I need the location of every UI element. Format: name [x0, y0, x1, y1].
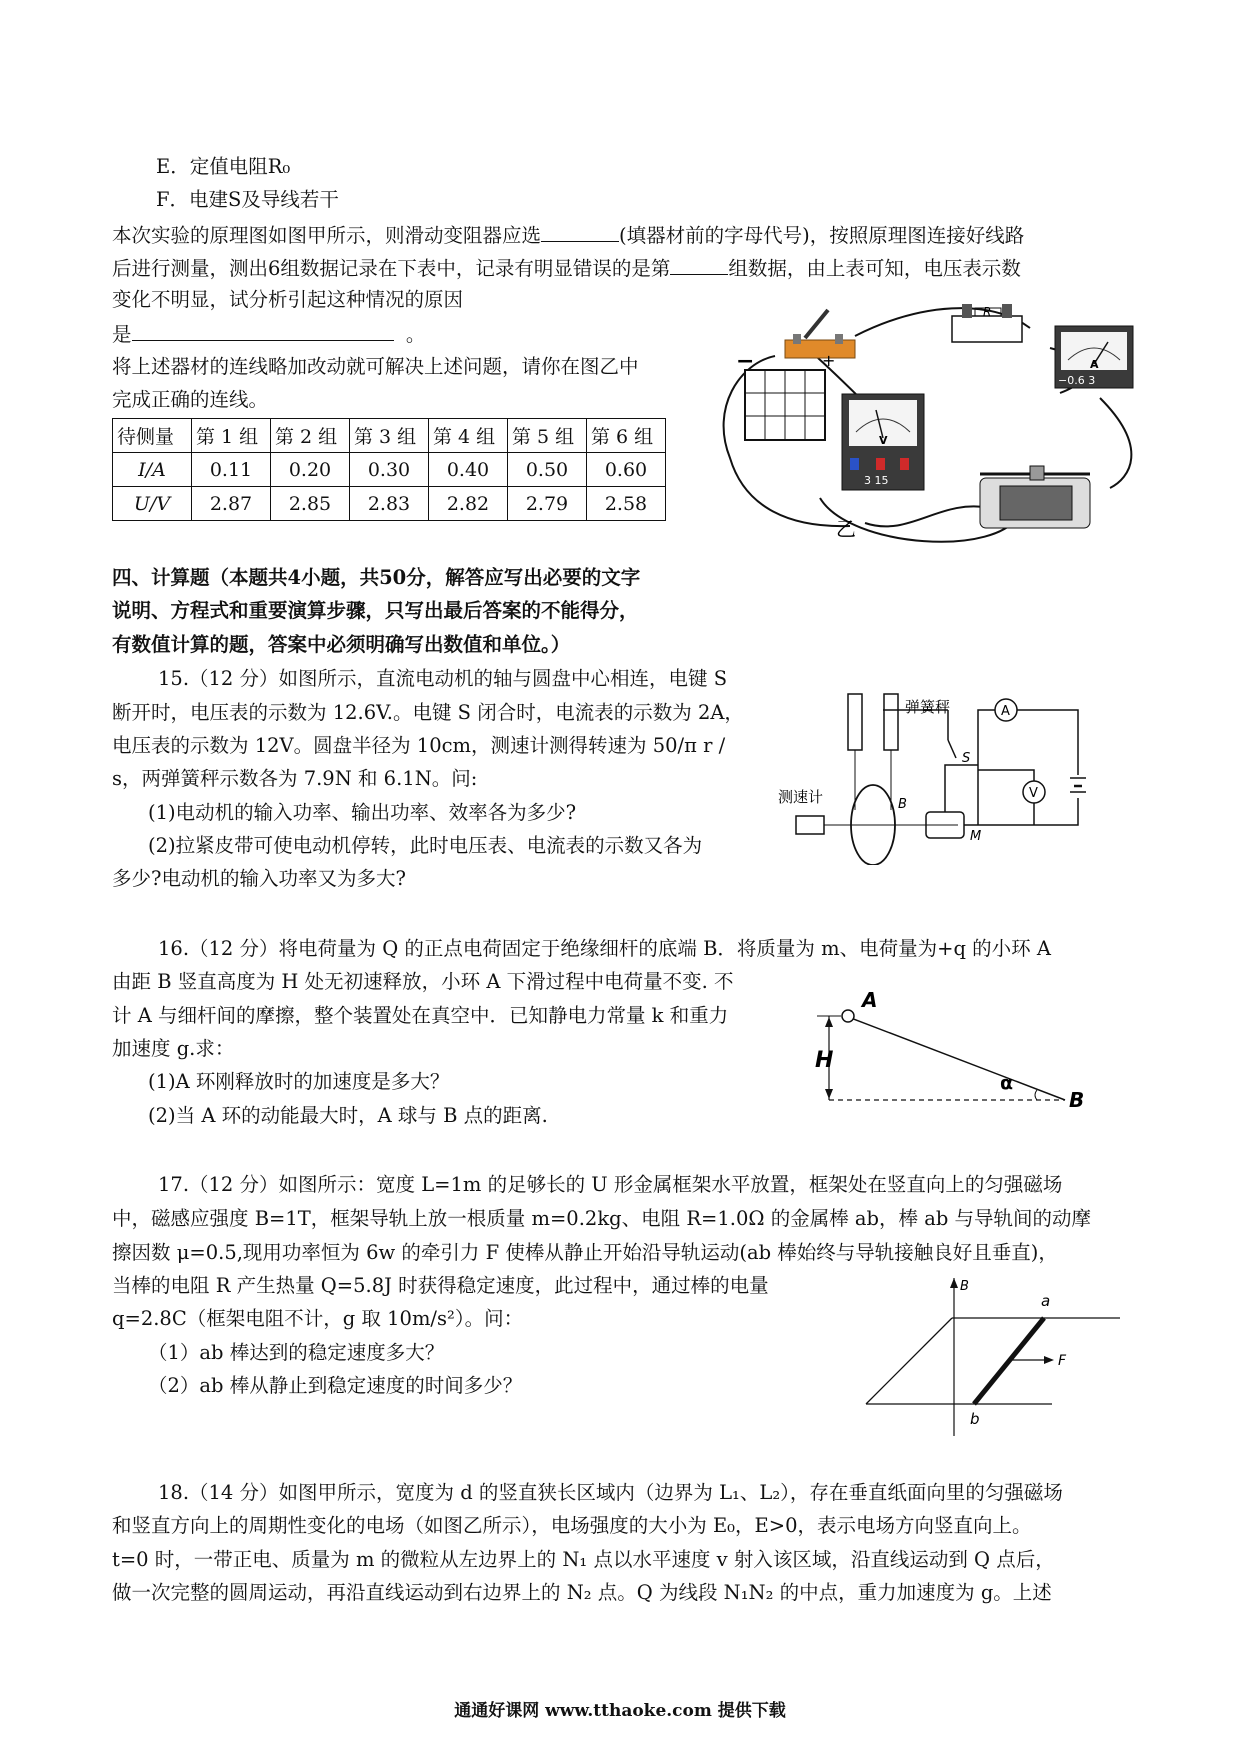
point-b-label: B [1069, 1088, 1085, 1110]
motor-circuit-figure [778, 690, 1118, 865]
q15-line: 15.（12 分）如图所示，直流电动机的轴与圆盘中心相连，电键 S [158, 667, 728, 690]
table-cell: 0.60 [587, 453, 666, 487]
resistor-box [952, 316, 1022, 342]
q17-line: （2）ab 棒从静止到稳定速度的时间多少？ [148, 1374, 523, 1397]
table-cell: 2.83 [350, 487, 429, 521]
q15-line: (1)电动机的输入功率、输出功率、效率各为多少? [148, 801, 577, 824]
switch-knife [805, 310, 828, 338]
angle-arc [1035, 1090, 1037, 1100]
circuit-wire [978, 710, 1078, 775]
switch-post [835, 334, 843, 344]
apparatus-figure [700, 298, 1140, 606]
height-arrow-up [825, 1017, 833, 1027]
table-row [113, 487, 666, 521]
table-cell: 0.11 [192, 453, 271, 487]
data-table [112, 418, 666, 521]
field-label: B [960, 1279, 969, 1294]
table-cell: 0.30 [350, 453, 429, 487]
switch-s [948, 740, 956, 758]
q16-line: 计 A 与细杆间的摩擦，整个装置处在真空中．已知静电力常量 k 和重力 [112, 1004, 729, 1027]
experiment-line-1: 本次实验的原理图如图甲所示，则滑动变阻器应选 (填器材前的字母代号)，按照原理图连接好线路 [112, 221, 1024, 249]
table-header-cell: 待侧量 [113, 419, 192, 453]
rod-a-label: a [1041, 1292, 1051, 1310]
experiment-line-3: 变化不明显，试分析引起这种情况的原因 [112, 288, 464, 311]
height-label: H [815, 1048, 834, 1073]
table-header-cell: 第 2 组 [271, 419, 350, 453]
q15-line: 多少?电动机的输入功率又为多大? [112, 867, 406, 890]
table-header-cell: 第 5 组 [508, 419, 587, 453]
page-footer: 通通好课网 www.tthaoke.com 提供下载 [454, 1701, 786, 1721]
resistor-label: R [983, 305, 992, 319]
terminal-blue [850, 458, 859, 470]
q18-line: 做一次完整的圆周运动，再沿直线运动到右边界上的 N₂ 点。Q 为线段 N₁N₂ 的中点，重力加速度为 g。上述 [112, 1581, 1052, 1604]
figure-caption: 乙 [836, 517, 856, 541]
ammeter-terminals: −0.6 3 [1058, 374, 1096, 387]
q18-line: 18.（14 分）如图甲所示，宽度为 d 的竖直狭长区域内（边界为 L₁、L₂），存在垂直纸面向里的匀强磁场 [158, 1481, 1063, 1504]
disk-label: B [898, 797, 907, 812]
terminal-red [876, 458, 885, 470]
wire [1100, 398, 1131, 488]
table-cell: 2.85 [271, 487, 350, 521]
resistor-post [1002, 304, 1012, 318]
q17-line: 擦因数 μ=0.5,现用功率恒为 6w 的牵引力 F 使棒从静止开始沿导轨运动(ab 棒始终与导轨接触良好且垂直)， [112, 1241, 1058, 1264]
item-f: F．电建S及导线若干 [156, 188, 339, 211]
battery-plus: + [822, 351, 836, 370]
q17-line: 17.（12 分）如图所示：宽度 L=1m 的足够长的 U 形金属框架水平放置，框架处在竖直向上的匀强磁场 [158, 1173, 1063, 1196]
switch-label: S [962, 751, 971, 766]
q15-line: 电压表的示数为 12V。圆盘半径为 10cm，测速计测得转速为 50/π r / [112, 734, 726, 757]
circuit-wire [945, 765, 978, 812]
table-row [113, 453, 666, 487]
table-cell: 2.79 [508, 487, 587, 521]
table-header-cell: 第 3 组 [350, 419, 429, 453]
q18-line: 和竖直方向上的周期性变化的电场（如图乙所示），电场强度的大小为 E₀，E>0，表示电场方向竖直向上。 [112, 1514, 1032, 1537]
force-label: F [1058, 1353, 1067, 1369]
rail-end [866, 1318, 952, 1404]
field-arrow [950, 1278, 958, 1288]
table-cell: 2.87 [192, 487, 271, 521]
voltmeter-letter: V [879, 434, 888, 447]
q17-line: （1）ab 棒达到的稳定速度多大？ [148, 1341, 445, 1364]
blank-reason[interactable] [132, 320, 394, 341]
q17-line: 当棒的电阻 R 产生热量 Q=5.8J 时获得稳定速度，此过程中，通过棒的电量 [112, 1274, 769, 1297]
battery-minus: − [736, 349, 755, 374]
spring-scale-right [884, 694, 898, 750]
q18-line: t=0 时，一带正电、质量为 m 的微粒从左边界上的 N₁ 点以水平速度 v 射入该区域，沿直线运动到 Q 点后， [112, 1548, 1055, 1571]
experiment-line-5: 将上述器材的连线略加改动就可解决上述问题，请你在图乙中 [112, 355, 639, 378]
table-header-cell: 第 6 组 [587, 419, 666, 453]
q15-line: s，两弹簧秤示数各为 7.9N 和 6.1N。问: [112, 767, 478, 790]
q16-line: 加速度 g.求： [112, 1037, 235, 1060]
voltmeter-terminals: 3 15 [864, 474, 889, 487]
rod-b-label: b [970, 1410, 980, 1428]
angle-label: α [1000, 1072, 1014, 1094]
rheostat-slider [1030, 466, 1044, 480]
experiment-line-6: 完成正确的连线。 [112, 388, 269, 411]
experiment-line-4: 是 。 [112, 320, 425, 348]
table-cell: I/A [113, 453, 192, 487]
table-cell: 0.50 [508, 453, 587, 487]
spring-scale-left [848, 694, 862, 750]
tachometer-label: 测速计 [778, 788, 824, 806]
ring-a [842, 1010, 854, 1022]
terminal-red [900, 458, 909, 470]
resistor-post [962, 304, 972, 318]
table-cell: U/V [113, 487, 192, 521]
q17-line: q=2.8C（框架电阻不计，g 取 10m/s²）。问： [112, 1307, 524, 1330]
blank-rheostat[interactable] [541, 221, 619, 242]
section-heading-line: 四、计算题（本题共4小题，共50分，解答应写出必要的文字 [112, 566, 641, 589]
wire [865, 506, 990, 526]
ring-a-label: A [862, 988, 878, 1012]
rail-figure [862, 1278, 1132, 1436]
q16-line: 由距 B 竖直高度为 H 处无初速释放，小环 A 下滑过程中电荷量不变. 不 [112, 970, 734, 993]
q16-line: (1)A 环刚释放时的加速度是多大？ [148, 1070, 450, 1093]
rheostat-coil [1000, 486, 1072, 520]
switch-post [793, 334, 801, 344]
motor-label: M [970, 829, 982, 844]
table-cell: 0.40 [429, 453, 508, 487]
q16-line: 16.（12 分）将电荷量为 Q 的正点电荷固定于绝缘细杆的底端 B．将质量为 m、电荷量为+q 的小环 A [158, 937, 1051, 960]
ammeter-letter: A [1090, 358, 1099, 371]
rod-figure [815, 985, 1100, 1110]
q17-line: 中，磁感应强度 B=1T，框架导轨上放一根质量 m=0.2kg、电阻 R=1.0Ω 的金属棒 ab，棒 ab 与导轨间的动摩 [112, 1207, 1092, 1230]
force-arrow [1044, 1356, 1054, 1364]
q15-line: 断开时，电压表的示数为 12.6V.。电键 S 闭合时，电流表的示数为 2A， [112, 701, 744, 724]
rod-ab [974, 1318, 1044, 1404]
table-header-cell: 第 4 组 [429, 419, 508, 453]
rod [843, 1015, 1065, 1100]
item-e: E．定值电阻R₀ [156, 155, 291, 178]
voltmeter-symbol-label: V [1029, 786, 1038, 801]
q15-line: (2)拉紧皮带可使电动机停转，此时电压表、电流表的示数又各为 [148, 834, 703, 857]
section-heading-line: 说明、方程式和重要演算步骤，只写出最后答案的不能得分， [112, 599, 639, 622]
tachometer [796, 816, 824, 834]
section-heading-line: 有数值计算的题，答案中必须明确写出数值和单位。） [112, 633, 571, 656]
table-cell: 0.20 [271, 453, 350, 487]
table-header-row [113, 419, 666, 453]
height-arrow-down [825, 1089, 833, 1099]
experiment-line-2: 后进行测量，测出6组数据记录在下表中，记录有明显错误的是第 组数据，由上表可知，电压表示数 [112, 254, 1021, 282]
table-header-cell: 第 1 组 [192, 419, 271, 453]
table-cell: 2.58 [587, 487, 666, 521]
table-cell: 2.82 [429, 487, 508, 521]
spring-label: 弹簧秤 [905, 698, 951, 716]
ammeter-symbol-label: A [1001, 704, 1010, 719]
blank-wrong-group[interactable] [670, 254, 728, 275]
q16-line: (2)当 A 环的动能最大时，A 球与 B 点的距离. [148, 1104, 548, 1127]
